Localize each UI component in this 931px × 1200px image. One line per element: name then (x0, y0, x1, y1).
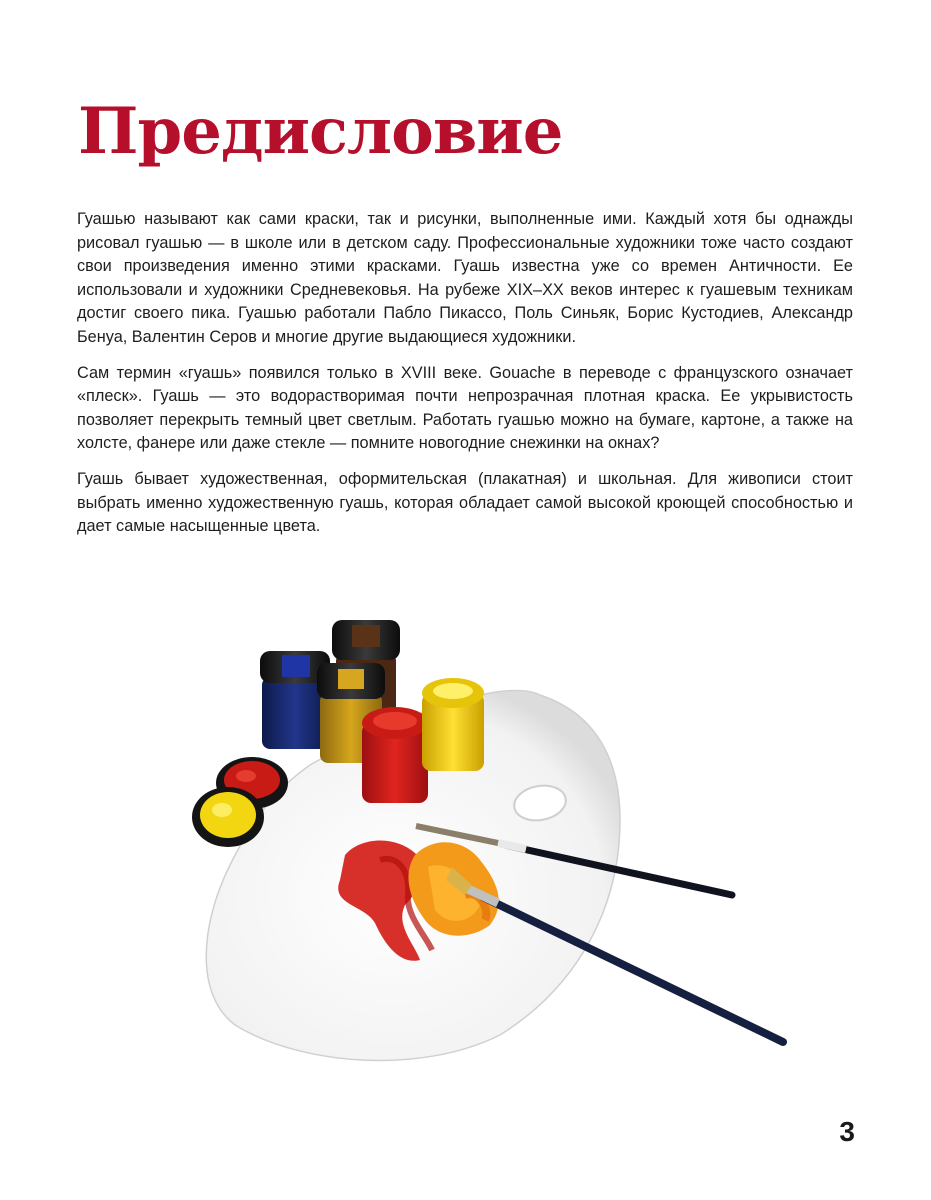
body-text (77, 208, 853, 551)
paragraph-2: Сам термин «гуашь» появился только в XVIII веке. Gouache в переводе с французского означает «плеск». Гуашь — это водорастворимая почти непрозрачная плотная краска. Ее укрывистость позволяет перекрыть темный цвет светлым. Работать гуашью можно на бумаге, картоне, а также на холсте, фанере или даже стекле — помните новогодние снежинки на окнах? (77, 363, 853, 453)
page-number: 3 (839, 1116, 855, 1147)
paragraph-3: Гуашь бывает художественная, оформительская (плакатная) и школьная. Для живописи стоит выбрать именно художественную гуашь, которая обладает самой высокой кроющей способностью и дает самые насыщенные цвета. (77, 469, 853, 536)
paragraph-1: Гуашью называют как сами краски, так и рисунки, выполненные ими. Каждый хотя бы однажды рисовал гуашью — в школе или в детском саду. Профессиональные художники тоже часто создают свои произведения именно этими красками. Гуашь известна уже со времен Античности. Ее использовали и художники Средневековья. На рубеже XIX–XX веков интерес к гуашевым техникам достиг своего пика. Гуашью работали Пабло Пикассо, Поль Синьяк, Борис Кустодиев, Александр Бенуа, Валентин Серов и многие другие выдающиеся художники. (77, 210, 853, 346)
gouache-palette-illustration (180, 605, 810, 1075)
page-title: Предисловие (78, 94, 563, 169)
